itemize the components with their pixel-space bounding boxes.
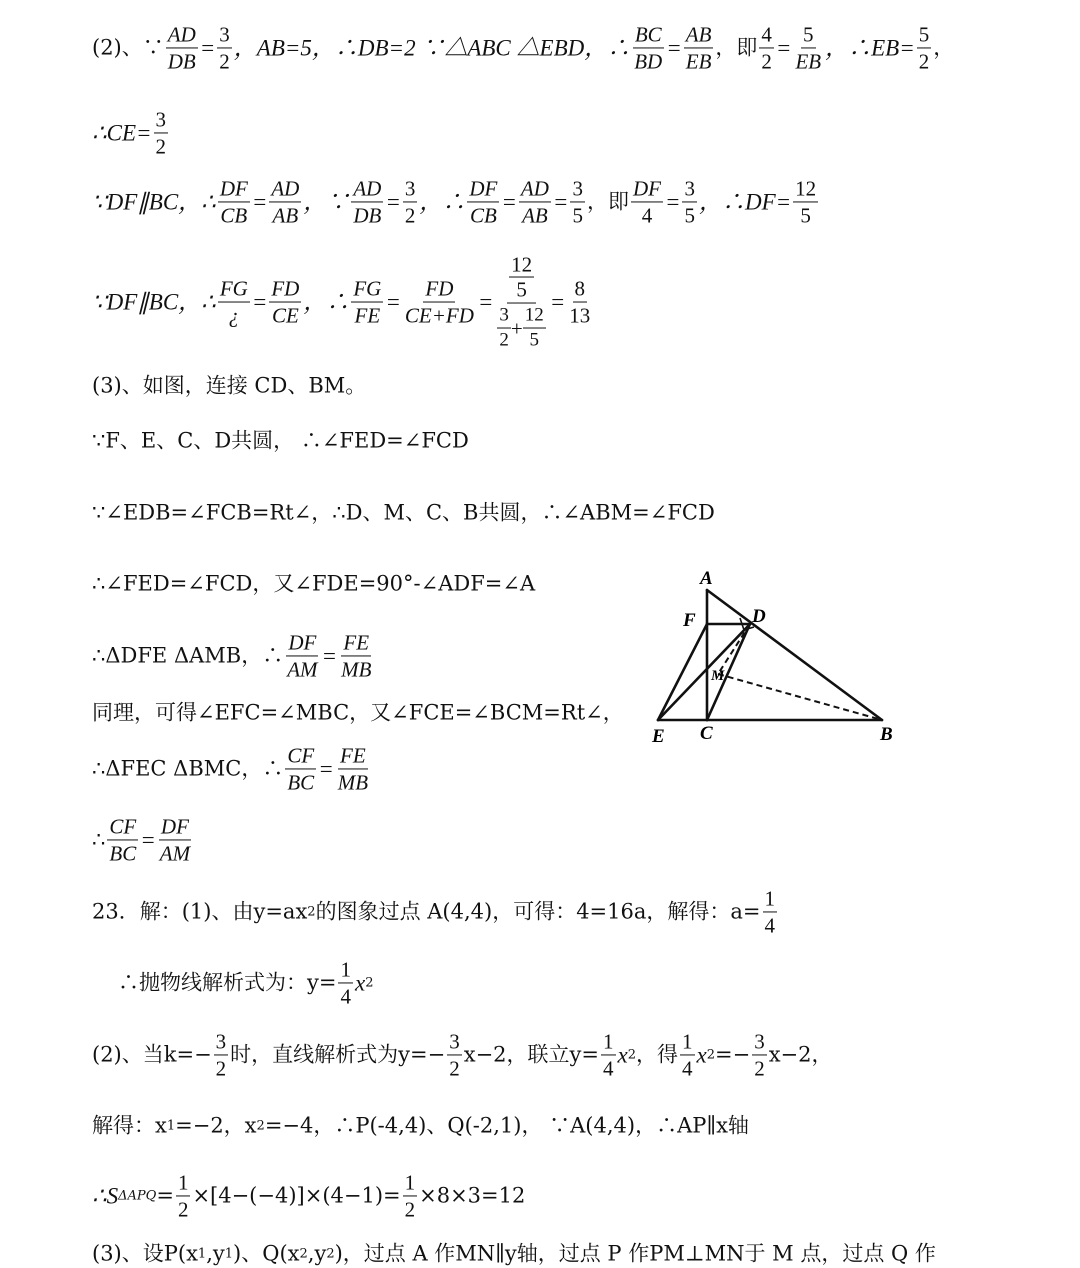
fraction: $\frac{5}{EB}$ [795,22,822,74]
text-segment: = [156,1183,174,1208]
solution-line-13 [92,887,779,936]
solution-line-10 [92,700,624,725]
text-segment: 解得：x [92,1113,167,1138]
text-segment: x [617,1042,628,1068]
text-segment: = [140,827,156,853]
text-segment: ，∴DF= [698,189,792,215]
subscript: ΔAPQ [118,1188,157,1204]
text-segment: = [552,189,569,215]
solution-line-6 [92,428,469,453]
text-segment: ∴ΔFEC ΔBMC，∴ [92,756,284,781]
fraction: $\frac{AD}{AB}$ [520,176,549,228]
text-segment: ∵F、E、C、D共圆， ∴∠FED=∠FCD [92,428,469,453]
text-segment: = [549,289,566,315]
superscript: 2 [627,1047,636,1063]
fraction: $\frac{DF}{4}$ [632,176,661,228]
label-a: A [700,568,713,589]
text-segment: = [666,35,682,61]
text-segment: ，∵ [303,189,350,215]
text-segment: x [354,970,366,996]
text-segment: ∴S [92,1183,119,1209]
text-segment: x [696,1042,707,1068]
fraction: $\frac{8}{13}$ [569,276,591,328]
fraction: $\frac{FG}{FE}$ [353,276,382,328]
text-segment: ，∴ [419,189,466,215]
subscript: 2 [299,1246,308,1262]
superscript: 2 [365,975,374,991]
subscript: 2 [326,1246,335,1262]
fraction: $\frac{1}{2}$ [404,1170,416,1222]
fraction: $\frac{FD}{CE}$ [271,276,300,328]
fraction: $\frac{1}{4}$ [340,957,351,1009]
text-segment: = [501,189,517,215]
fraction: $\frac{CF}{BC}$ [287,743,315,795]
fraction: $\frac{DF}{CB}$ [469,176,498,228]
fraction: $\frac{3}{2}$ [155,107,167,159]
fraction: $\frac{FD}{CE+FD}$ [404,276,474,328]
solution-line-14 [118,958,373,1007]
text-segment: )、Q(x [233,1241,300,1266]
solution-line-5 [92,373,367,398]
solution-line-4 [92,254,594,351]
segment-ab [707,590,882,720]
label-d: D [752,606,766,627]
fraction: $\frac{AD}{AB}$ [271,176,300,228]
segment-ed [658,624,750,720]
fraction: $\frac{AD}{DB}$ [353,176,382,228]
fraction: $\frac{FG}{¿}$ [219,276,248,328]
superscript: 2 [307,904,316,920]
fraction: $\frac{AB}{EB}$ [685,22,712,74]
text-segment: (3)、如图，连接 CD、BM。 [92,373,367,398]
fraction: $\frac{1}{4}$ [682,1029,693,1081]
fraction: $\frac{DF}{AM}$ [287,630,318,682]
fraction: $\frac{3}{2}$ [215,1029,227,1081]
text-segment: ∴∠FED=∠FCD，又∠FDE=90°-∠ADF=∠A [92,571,536,596]
text-segment: ，∴EB= [825,35,915,61]
segment-dm-dashed [718,624,750,674]
text-segment: ,y [307,1241,327,1266]
text-segment: =− [715,1042,751,1067]
text-segment: = [385,289,401,315]
text-segment: ，即 [715,35,758,60]
text-segment: (3)、设P(x [92,1241,198,1266]
subscript: 2 [256,1118,265,1134]
geometry-figure [648,566,908,750]
text-segment: ，∴ [303,289,350,315]
text-segment: 时，直线解析式为y=− [230,1042,446,1067]
text-segment: = [251,189,268,215]
fraction: $\frac{DF}{AM}$ [159,814,191,866]
fraction: $\frac{FE}{MB}$ [341,630,372,682]
solution-line-16 [92,1113,749,1138]
fraction: $\frac{3}{2}$ [219,22,230,74]
text-segment: 23．解：(1)、由y=ax [92,899,308,924]
solution-line-2 [92,108,170,157]
solution-line-1 [92,23,954,72]
solution-line-17 [92,1171,525,1220]
fraction: $\frac{3}{2}$ [449,1029,460,1081]
text-segment: ，AB=5，∴DB=2 ∵△ABC △EBD，∴ [233,35,631,61]
label-e: E [652,726,665,747]
subscript: 1 [197,1246,207,1262]
text-segment: (2)、∵ [92,35,164,60]
text-segment: = [385,189,401,215]
fraction: $\frac{1}{2}$ [177,1170,189,1222]
fraction-ad-db: $\frac{AD}{DB}$ [167,22,196,74]
label-c: C [700,723,713,744]
text-segment: x−2，联立y= [463,1042,599,1067]
solution-line-3 [92,177,820,226]
text-segment: )，过点 A 作MN∥y轴，过点 P 作PM⊥MN于 M 点，过点 Q 作 [334,1241,936,1266]
text-segment: ∴ [92,827,106,852]
fraction: $\frac{1}{4}$ [603,1029,614,1081]
label-m: M [711,668,725,684]
text-segment: = [199,35,216,61]
subscript: 1 [166,1118,176,1134]
subscript: 1 [224,1246,234,1262]
text-segment: x−2， [768,1042,833,1067]
fraction: $\frac{3}{2}$ [404,176,416,228]
fraction: $\frac{12}{5}$ [795,176,817,228]
fraction: $\frac{3}{5}$ [684,176,695,228]
text-segment: = [775,35,792,61]
text-segment: = [251,289,268,315]
text-segment: ， [933,35,955,60]
compound-fraction: 12 5 $\frac{3}{2}$ + $\frac{12}{5}$ [499,252,544,351]
solution-line-18 [92,1241,936,1266]
text-segment: ∵DF∥BC，∴ [92,189,216,215]
segment-mb-dashed [718,674,882,720]
label-f: F [683,610,696,631]
text-segment: ，得 [636,1042,678,1067]
label-b: B [880,724,893,745]
solution-line-7 [92,500,715,525]
solution-line-12 [92,815,194,864]
text-segment: ∵DF∥BC，∴ [92,289,216,315]
solution-line-15 [92,1030,833,1079]
solution-line-9 [92,631,375,680]
text-segment: =−2，x [175,1113,257,1138]
fraction: $\frac{4}{2}$ [761,22,772,74]
text-segment: (2)、当k=− [92,1042,212,1067]
text-segment: ∴CE= [92,120,152,146]
text-segment: = [664,189,681,215]
text-segment: = [321,643,338,669]
text-segment: ∴ΔDFE ΔAMB，∴ [92,643,284,668]
text-segment: =−4，∴P(-4,4)、Q(-2,1)， ∵A(4,4)，∴AP∥x轴 [264,1113,749,1138]
fraction: $\frac{1}{4}$ [764,886,776,938]
fraction: $\frac{3}{2}$ [754,1029,765,1081]
text-segment: ，即 [586,189,629,214]
text-segment: ∵∠EDB=∠FCB=Rt∠，∴D、M、C、B共圆，∴∠ABM=∠FCD [92,500,715,525]
text-segment: ×8×3=12 [419,1183,526,1208]
fraction: $\frac{3}{5}$ [572,176,583,228]
solution-line-8 [92,571,536,596]
fraction: $\frac{DF}{CB}$ [219,176,248,228]
text-segment: ×[4−(−4)]×(4−1)= [192,1183,401,1208]
fraction: $\frac{BC}{BD}$ [634,22,663,74]
segment-ef [658,624,707,720]
text-segment: 的图象过点 A(4,4)，可得：4=16a，解得：a= [315,899,761,924]
text-segment: ∴抛物线解析式为：y= [118,970,337,995]
superscript: 2 [706,1047,715,1063]
fraction: $\frac{CF}{BC}$ [109,814,137,866]
text-segment: ,y [206,1241,225,1266]
text-segment: = [477,289,494,315]
text-segment: 同理，可得∠EFC=∠MBC，又∠FCE=∠BCM=Rt∠， [92,700,624,725]
fraction: $\frac{FE}{MB}$ [337,743,369,795]
solution-line-11 [92,744,372,793]
fraction: $\frac{5}{2}$ [918,22,930,74]
text-segment: = [318,756,334,782]
